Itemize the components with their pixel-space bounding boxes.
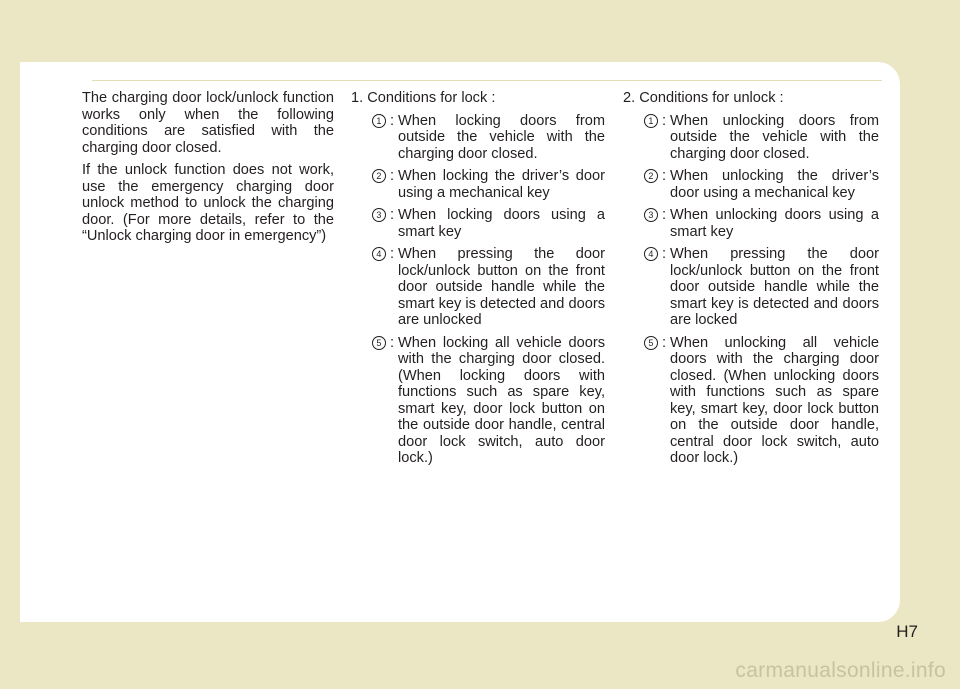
item-marker: 1 : <box>623 113 670 163</box>
intro-column <box>82 90 334 251</box>
unlock-condition-2 <box>623 168 879 201</box>
item-marker: 3 : <box>351 207 398 240</box>
lock-condition-2 <box>351 168 605 201</box>
unlock-condition-5 <box>623 335 879 467</box>
lock-conditions <box>351 90 605 473</box>
intro-paragraph-1: The charging door lock/unlock function works only when the following conditions are satisfied with the charging door closed. <box>82 90 334 156</box>
item-marker: 2 : <box>623 168 670 201</box>
item-marker: 2 : <box>351 168 398 201</box>
item-marker: 5 : <box>351 335 398 467</box>
lock-condition-text: When locking all vehicle doors with the charging door closed. (When locking doors with functions such as spare key, smart key, door lock button on the outside door handle, central door lock switch, auto door lock.) <box>398 334 605 466</box>
unlock-condition-3 <box>623 207 879 240</box>
unlock-condition-text: When pressing the door lock/unlock button on the front door outside handle while the smart key is detected and doors are locked <box>670 246 879 328</box>
lock-condition-text: When pressing the door lock/unlock button on the front door outside handle while the smart key is detected and doors are unlocked <box>398 246 605 328</box>
unlock-conditions-title: 2. Conditions for unlock : <box>623 90 784 106</box>
lock-condition-text: When locking doors from outside the vehicle with the charging door closed. <box>398 112 605 162</box>
lock-condition-text: When locking the driver’s door using a mechanical key <box>398 168 605 201</box>
lock-condition-1 <box>351 113 605 163</box>
page-number: H7 <box>896 622 918 641</box>
unlock-condition-text: When unlocking doors using a smart key <box>670 207 879 240</box>
unlock-conditions <box>623 90 879 473</box>
header-rule <box>92 80 882 81</box>
unlock-condition-text: When unlocking doors from outside the vehicle with the charging door closed. <box>670 112 879 162</box>
lock-conditions-title: 1. Conditions for lock : <box>351 90 496 106</box>
lock-condition-4 <box>351 246 605 329</box>
item-marker: 5 : <box>623 335 670 467</box>
lock-condition-3 <box>351 207 605 240</box>
lock-condition-text: When locking doors using a smart key <box>398 207 605 240</box>
unlock-condition-1 <box>623 113 879 163</box>
lock-condition-5 <box>351 335 605 467</box>
unlock-condition-4 <box>623 246 879 329</box>
unlock-condition-text: When unlocking all vehicle doors with the charging door closed. (When unlocking doors with functions such as spare key, smart key, door lock button on the outside door handle, central door lock switch, auto door lock.) <box>670 334 879 466</box>
item-marker: 3 : <box>623 207 670 240</box>
item-marker: 4 : <box>351 246 398 329</box>
item-marker: 4 : <box>623 246 670 329</box>
intro-paragraph-2: If the unlock function does not work, use the emergency charging door unlock method to unlock the charging door. (For more details, refer to the “Unlock charging door in emergency”) <box>82 162 334 244</box>
manual-page <box>20 62 900 622</box>
item-marker: 1 : <box>351 113 398 163</box>
watermark: carmanualsonline.info <box>735 659 946 682</box>
unlock-condition-text: When unlocking the driver’s door using a mechanical key <box>670 168 879 201</box>
